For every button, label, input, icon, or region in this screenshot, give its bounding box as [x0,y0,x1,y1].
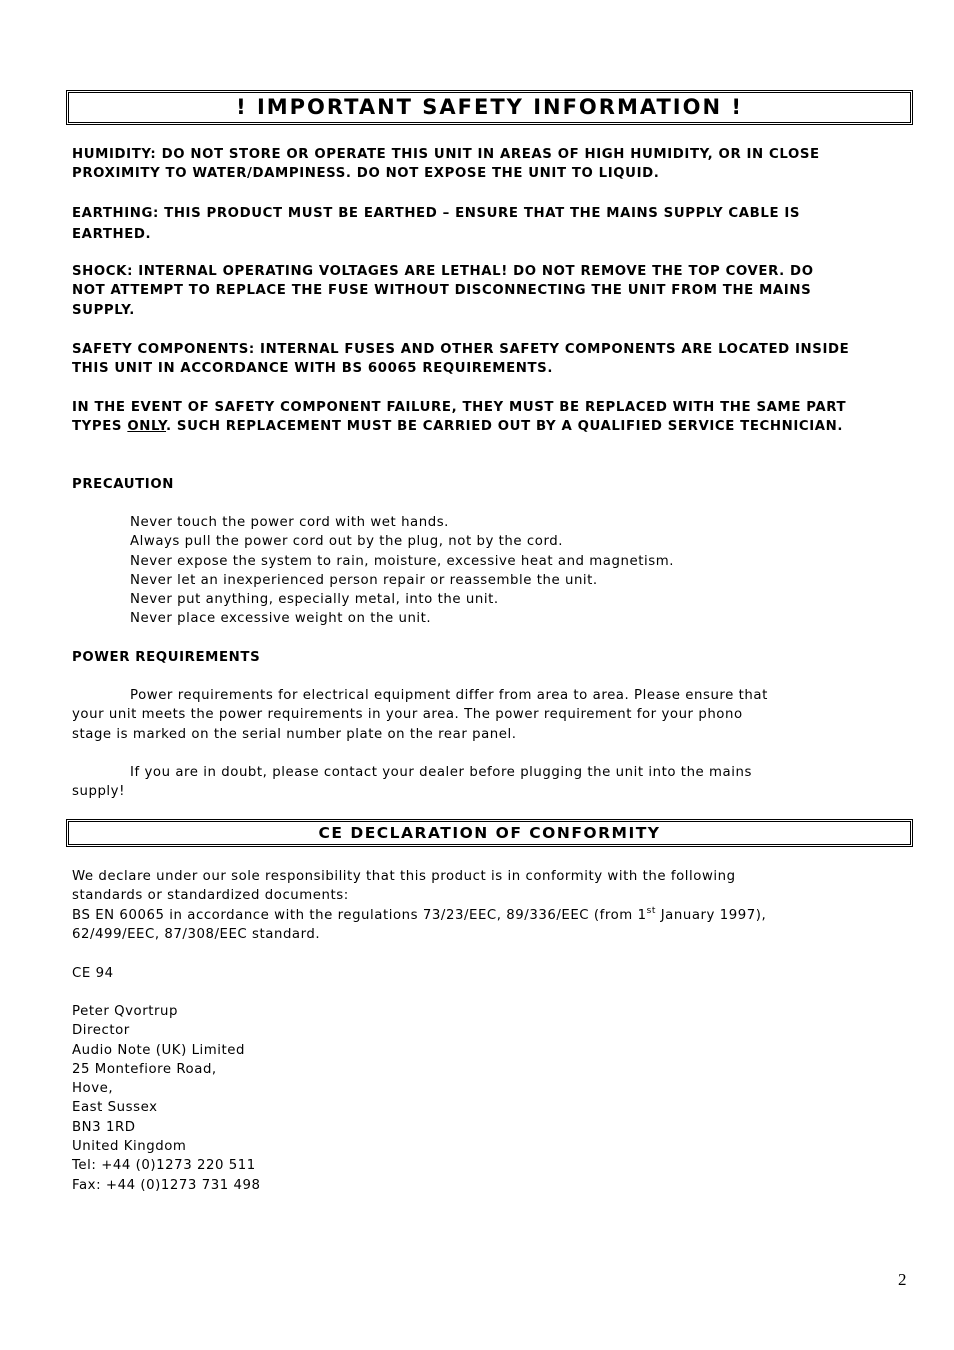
shock-line-1: SHOCK: INTERNAL OPERATING VOLTAGES ARE LETHAL! DO NOT REMOVE THE TOP COVER. DO [72,264,814,279]
fax: Fax: +44 (0)1273 731 498 [72,1177,261,1193]
precaution-heading: PRECAUTION [72,477,174,492]
precaution-item: Never expose the system to rain, moisture, excessive heat and magnetism. [130,553,674,569]
failure-line-2-end: . SUCH REPLACEMENT MUST BE CARRIED OUT BY A QUALIFIED SERVICE TECHNICIAN. [166,419,844,435]
failure-line-2-start: TYPES [72,419,128,435]
components-line-2: THIS UNIT IN ACCORDANCE WITH BS 60065 REQUIREMENTS. [72,361,554,377]
address-street: 25 Montefiore Road, [72,1061,217,1077]
signatory-name: Peter Qvortrup [72,1004,178,1019]
failure-line-1: IN THE EVENT OF SAFETY COMPONENT FAILURE, THEY MUST BE REPLACED WITH THE SAME PART [72,400,847,415]
ce-declaration-title: CE DECLARATION OF CONFORMITY [68,821,911,845]
precaution-list [130,513,954,629]
earthing-line-2: EARTHED. [72,227,152,243]
precaution-item: Never place excessive weight on the unit. [130,611,432,627]
ordinal-suffix: st [646,905,656,916]
power-p1-line-1: Power requirements for electrical equipment differ from area to area. Please ensure that [130,688,768,703]
safety-title: ! IMPORTANT SAFETY INFORMATION ! [68,92,911,123]
precaution-item: Never let an inexperienced person repair or reassemble the unit. [130,572,598,588]
declaration-line-1: We declare under our sole responsibility that this product is in conformity with the following [72,869,736,884]
earthing-line-1: EARTHING: THIS PRODUCT MUST BE EARTHED – ENSURE THAT THE MAINS SUPPLY CABLE IS [72,206,801,221]
precaution-item: Never touch the power cord with wet hands. [130,515,449,530]
precaution-item: Always pull the power cord out by the plug, not by the cord. [130,534,564,550]
declaration-line-3-start: BS EN 60065 in accordance with the regulations 73/23/EEC, 89/336/EEC (from 1 [72,907,647,923]
address-town: Hove, [72,1081,114,1097]
power-paragraph-1 [72,686,922,744]
earthing-warning [72,204,922,245]
shock-warning [72,262,922,320]
ce-mark-text: CE 94 [72,966,114,981]
signatory-title: Director [72,1023,130,1039]
power-p1-line-2: your unit meets the power requirements in your area. The power requirement for your phono [72,707,743,723]
declaration-line-3-end: January 1997), [655,907,767,923]
power-p1-line-3: stage is marked on the serial number plate on the rear panel. [72,726,517,742]
address-country: United Kingdom [72,1139,187,1155]
power-p2-line-1: If you are in doubt, please contact your dealer before plugging the unit into the mains [130,765,752,780]
humidity-warning [72,145,922,184]
power-p2-line-2: supply! [72,784,125,800]
power-heading: POWER REQUIREMENTS [72,650,261,665]
declaration-line-3 [72,906,922,925]
power-paragraph-2 [72,763,922,802]
only-emphasis: ONLY [127,419,167,435]
address-block [72,1002,922,1195]
address-postcode: BN3 1RD [72,1119,136,1135]
address-county: East Sussex [72,1100,158,1116]
humidity-line-1: HUMIDITY: DO NOT STORE OR OPERATE THIS UNIT IN AREAS OF HIGH HUMIDITY, OR IN CLOSE [72,147,820,162]
shock-line-3: SUPPLY. [72,302,135,318]
telephone: Tel: +44 (0)1273 220 511 [72,1158,256,1174]
failure-line-2 [72,417,922,436]
components-line-1: SAFETY COMPONENTS: INTERNAL FUSES AND OTHER SAFETY COMPONENTS ARE LOCATED INSIDE [72,342,850,357]
declaration-line-4: 62/499/EEC, 87/308/EEC standard. [72,926,321,942]
precaution-item: Never put anything, especially metal, into the unit. [130,592,499,608]
failure-warning [72,398,922,437]
company-name: Audio Note (UK) Limited [72,1042,246,1058]
humidity-line-2: PROXIMITY TO WATER/DAMPINESS. DO NOT EXPOSE THE UNIT TO LIQUID. [72,166,660,182]
shock-line-2: NOT ATTEMPT TO REPLACE THE FUSE WITHOUT DISCONNECTING THE UNIT FROM THE MAINS [72,283,812,299]
page-number: 2 [898,1270,907,1289]
declaration-line-2: standards or standardized documents: [72,888,349,904]
components-warning [72,340,922,379]
declaration-text [72,867,922,944]
